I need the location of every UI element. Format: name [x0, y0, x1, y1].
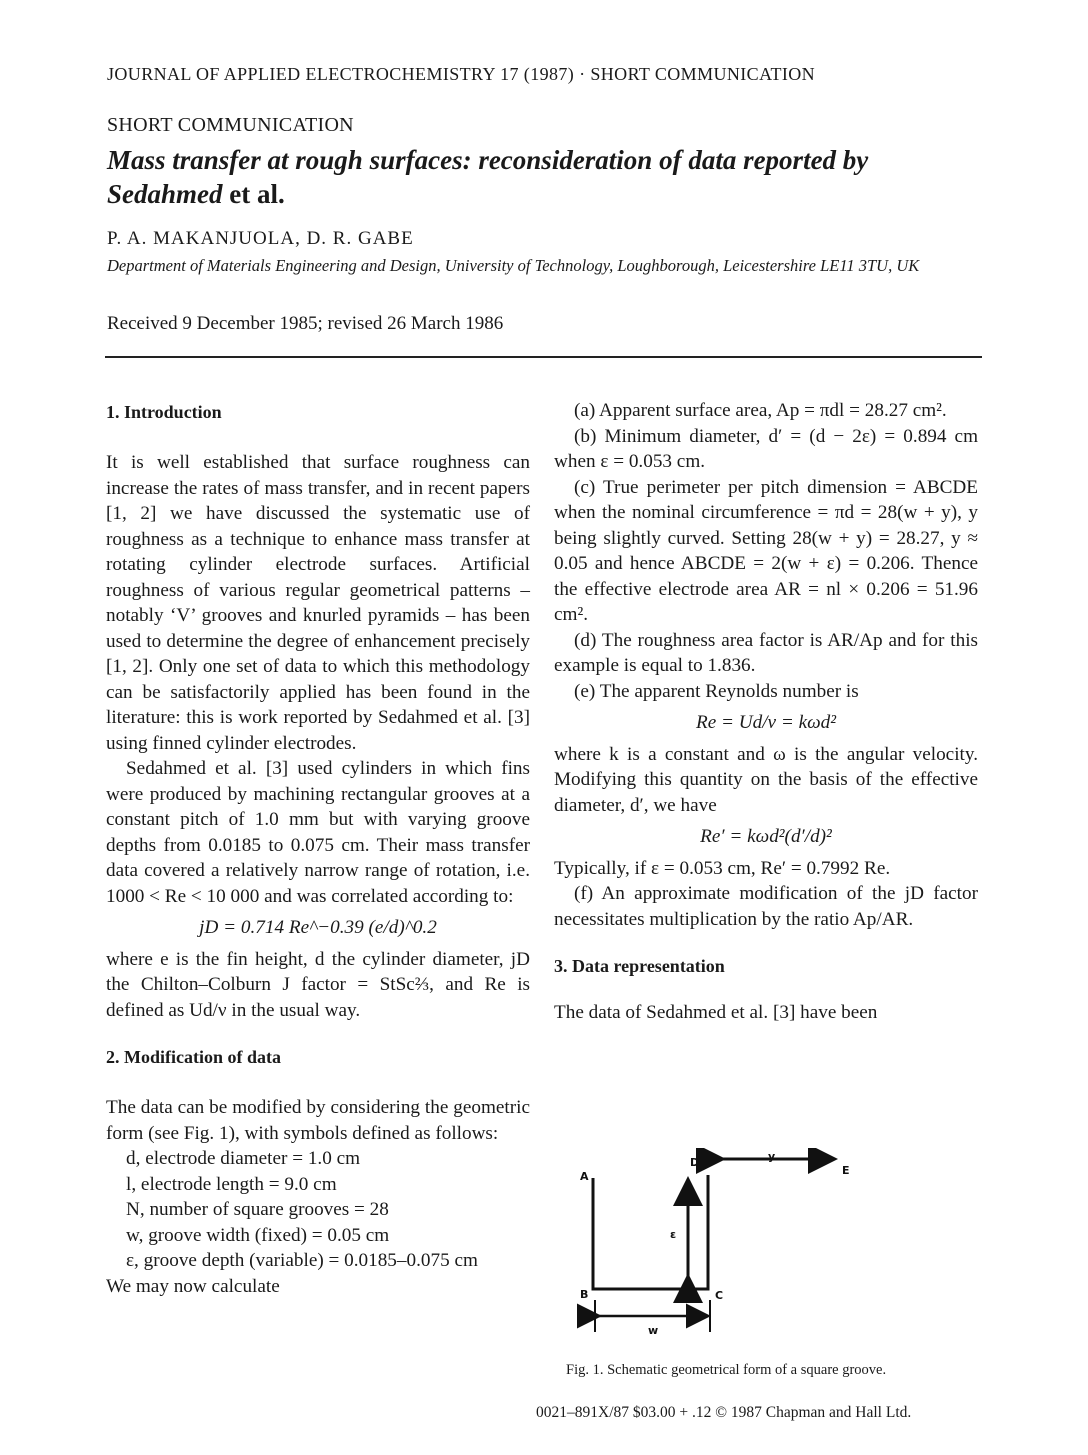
copyright-footer: 0021–891X/87 $03.00 + .12 © 1987 Chapman and Hall Ltd. — [536, 1404, 912, 1421]
paragraph: Typically, if ε = 0.053 cm, Re′ = 0.7992 Re. — [554, 857, 891, 879]
label-epsilon: ε — [670, 1228, 677, 1241]
paragraph: It is well established that surface roughness can increase the rates of mass transfer, and in recent papers [1, 2] we have discussed the systematic use of roughness as a technique to enhance mass transfer at rotating cylinder electrode surfaces. Artificial roughness of various regular geometrical patterns – notably ‘V’ grooves and knurled pyramids – has been used to determine the degree of enhancement precisely [1, 2]. Only one set of data to which this methodology can be satisfactorily applied has been found in the literature: this is work reported by Sedahmed et al. [3] using finned cylinder electrodes. — [106, 452, 530, 754]
paragraph: where e is the fin height, d the cylinder diameter, jD the Chilton–Colburn J factor = StSc⅔, and Re is defined as Ud/ν in the usual way. — [106, 948, 530, 1021]
equation-jd: jD = 0.714 Re^−0.39 (e/d)^0.2 — [199, 917, 437, 938]
label-w: w — [648, 1324, 659, 1337]
label-c: C — [715, 1289, 724, 1302]
item-a: (a) Apparent surface area, Ap = πdl = 28.27 cm². — [574, 400, 947, 421]
definition-item: N, number of square grooves = 28 — [126, 1199, 389, 1220]
paragraph: where k is a constant and ω is the angular velocity. Modifying this quantity on the basis of the effective diameter, d′, we have — [554, 743, 978, 816]
paragraph: The data of Sedahmed et al. [3] have been — [554, 1002, 878, 1023]
definition-item: l, electrode length = 9.0 cm — [126, 1173, 337, 1195]
article-title: Mass transfer at rough surfaces: reconsideration of data reported by Sedahmed et al. — [107, 145, 869, 209]
equation-modified-reynolds: Re′ = kωd²(d′/d)² — [700, 826, 832, 847]
header-divider — [105, 356, 982, 358]
running-head: JOURNAL OF APPLIED ELECTROCHEMISTRY 17 (1987) · SHORT COMMUNICATION — [107, 64, 816, 84]
definition-item: ε, groove depth (variable) = 0.0185–0.075 cm — [126, 1250, 478, 1271]
authors: P. A. MAKANJUOLA, D. R. GABE — [107, 228, 414, 249]
section-heading-introduction: 1. Introduction — [106, 402, 222, 422]
definition-item: d, electrode diameter = 1.0 cm — [126, 1148, 361, 1169]
paragraph: The data can be modified by considering the geometric form (see Fig. 1), with symbols defined as follows: — [106, 1097, 530, 1144]
received-dates: Received 9 December 1985; revised 26 March 1986 — [107, 313, 504, 334]
label-b: B — [580, 1288, 589, 1301]
section-heading-modification: 2. Modification of data — [106, 1047, 281, 1067]
item-f: (f) An approximate modification of the jD factor necessitates multiplication by the ratio Ap/AR. — [554, 883, 978, 930]
left-column — [106, 398, 530, 1299]
equation-reynolds: Re = Ud/ν = kωd² — [695, 712, 837, 733]
figure-caption: Fig. 1. Schematic geometrical form of a square groove. — [566, 1362, 887, 1378]
paragraph: Sedahmed et al. [3] used cylinders in which fins were produced by machining rectangular grooves at a constant pitch of 1.0 mm but with varying groove depths from 0.0185 to 0.075 cm. Their mass transfer data covered a relatively narrow range of rotation, i.e. 1000 < Re < 10 000 and was correlated according to: — [106, 758, 530, 907]
item-c: (c) True perimeter per pitch dimension = ABCDE when the nominal circumference = πd = 28(w + y), y being slightly curved. Setting 28(w + y) = 28.27, y ≈ 0.05 and hence ABCDE = 2(w + ε) = 0.206. Thence the effective electrode area AR = nl × 0.206 = 51.96 cm². — [554, 476, 978, 625]
label-e: E — [842, 1164, 850, 1177]
article-type: SHORT COMMUNICATION — [107, 114, 354, 136]
item-b: (b) Minimum diameter, d′ = (d − 2ε) = 0.894 cm when ε = 0.053 cm. — [554, 425, 978, 472]
label-d: D — [690, 1156, 700, 1169]
symbol-definitions — [106, 1146, 530, 1274]
label-y: y — [768, 1150, 776, 1163]
section-heading-data-representation: 3. Data representation — [554, 956, 725, 976]
figure-square-groove — [560, 1148, 980, 1358]
affiliation: Department of Materials Engineering and Design, University of Technology, Loughborough, Leicestershire LE11 3TU, UK — [107, 256, 920, 275]
paragraph: We may now calculate — [106, 1275, 280, 1297]
groove-profile — [593, 1175, 708, 1289]
item-e: (e) The apparent Reynolds number is — [574, 680, 859, 702]
item-d: (d) The roughness area factor is AR/Ap and for this example is equal to 1.836. — [554, 629, 978, 676]
right-column — [554, 398, 978, 1026]
definition-item: w, groove width (fixed) = 0.05 cm — [126, 1224, 390, 1246]
label-a: A — [580, 1170, 589, 1183]
